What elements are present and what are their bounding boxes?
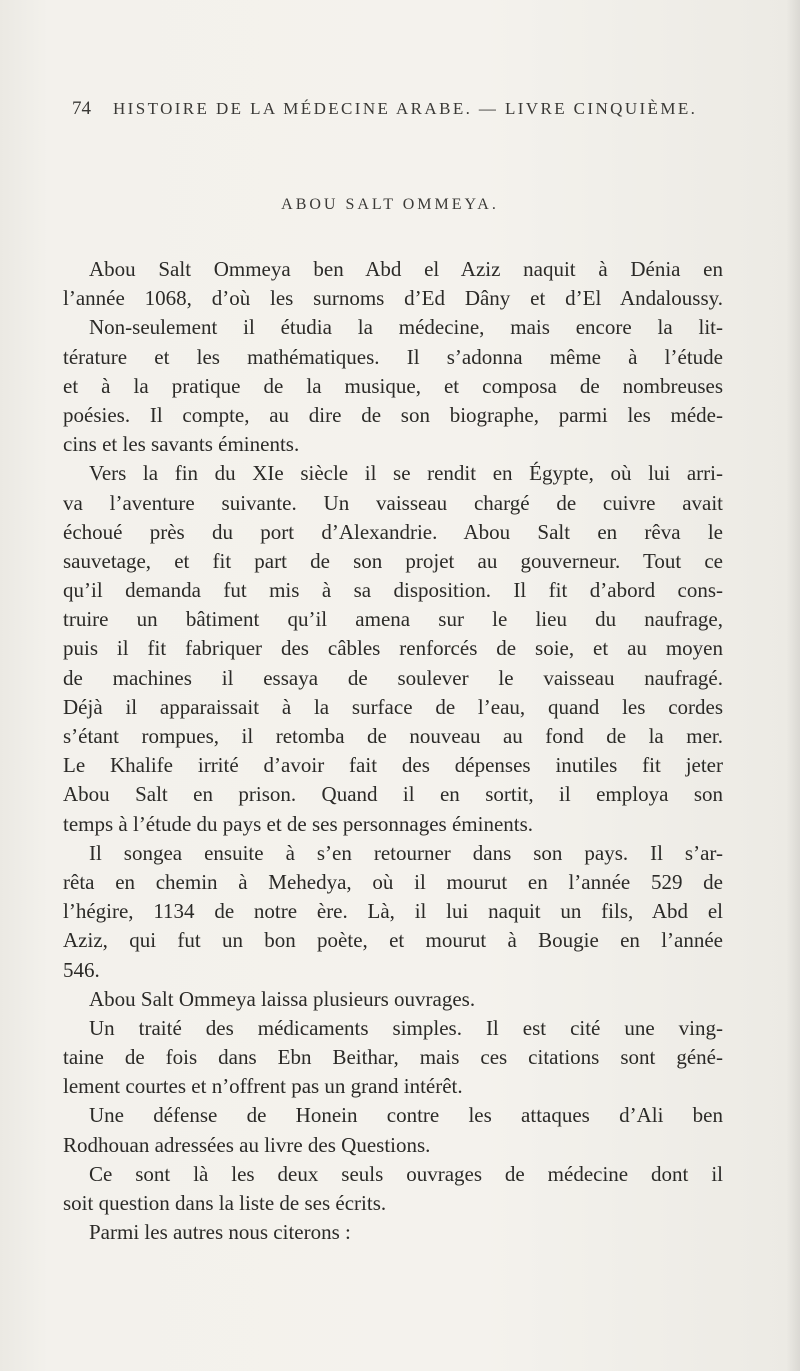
page-edge-shadow <box>786 0 800 1371</box>
text-line: Une défense de Honein contre les attaques d’Ali ben <box>89 1103 723 1128</box>
text-line: taine de fois dans Ebn Beithar, mais ces citations sont géné- <box>63 1045 723 1070</box>
body-text <box>63 255 723 1247</box>
text-line: poésies. Il compte, au dire de son biographe, parmi les méde- <box>63 402 723 427</box>
text-line: Vers la fin du XIe siècle il se rendit en Égypte, où lui arri- <box>89 461 723 486</box>
text-line: Un traité des médicaments simples. Il est cité une ving- <box>89 1015 723 1040</box>
page-number: 74 <box>72 98 91 119</box>
text-line: sauvetage, et fit part de son projet au gouverneur. Tout ce <box>63 548 723 573</box>
text-line: Abou Salt Ommeya ben Abd el Aziz naquit à Dénia en <box>89 257 723 281</box>
text-line: puis il fit fabriquer des câbles renforcés de soie, et au moyen <box>63 636 723 661</box>
text-line: l’hégire, 1134 de notre ère. Là, il lui naquit un fils, Abd el <box>63 899 723 924</box>
text-line: et à la pratique de la musique, et composa de nombreuses <box>63 373 723 398</box>
text-line: qu’il demanda fut mis à sa disposition. Il fit d’abord cons- <box>63 578 723 603</box>
text-line: soit question dans la liste de ses écrits. <box>63 1191 387 1215</box>
text-line: Ce sont là les deux seuls ouvrages de médecine dont il <box>89 1161 723 1186</box>
text-line: échoué près du port d’Alexandrie. Abou Salt en rêva le <box>63 519 723 544</box>
text-line: l’année 1068, d’où les surnoms d’Ed Dâny et d’El Andaloussy. <box>63 286 723 311</box>
text-line: de machines il essaya de soulever le vaisseau naufragé. <box>63 665 723 690</box>
section-title: ABOU SALT OMMEYA. <box>281 196 499 213</box>
text-line: lement courtes et n’offrent pas un grand intérêt. <box>63 1074 463 1099</box>
text-line: Abou Salt Ommeya laissa plusieurs ouvrages. <box>89 986 476 1011</box>
text-line: Non-seulement il étudia la médecine, mais encore la lit- <box>89 315 723 340</box>
text-line: temps à l’étude du pays et de ses personnages éminents. <box>63 811 534 836</box>
text-line: Rodhouan adressées au livre des Questions. <box>63 1132 431 1157</box>
text-line: Le Khalife irrité d’avoir fait des dépenses inutiles fit jeter <box>63 753 723 778</box>
text-line: Abou Salt en prison. Quand il en sortit, il employa son <box>63 782 723 807</box>
running-head <box>72 98 712 126</box>
text-line: Il songea ensuite à s’en retourner dans son pays. Il s’ar- <box>89 840 723 865</box>
text-line: cins et les savants éminents. <box>63 432 300 457</box>
text-line: Parmi les autres nous citerons : <box>89 1220 351 1245</box>
text-line: truire un bâtiment qu’il amena sur le lieu du naufrage, <box>63 607 723 632</box>
text-line: Déjà il apparaissait à la surface de l’eau, quand les cordes <box>63 694 723 719</box>
text-line: Aziz, qui fut un bon poète, et mourut à Bougie en l’année <box>63 928 723 953</box>
running-title: HISTOIRE DE LA MÉDECINE ARABE. — LIVRE CINQUIÈME. <box>113 99 698 118</box>
text-line: térature et les mathématiques. Il s’adonna même à l’étude <box>63 344 723 369</box>
text-line: 546. <box>63 957 100 982</box>
text-line: s’étant rompues, il retomba de nouveau au fond de la mer. <box>63 724 723 748</box>
text-line: rêta en chemin à Mehedya, où il mourut en l’année 529 de <box>63 869 723 894</box>
text-line: va l’aventure suivante. Un vaisseau chargé de cuivre avait <box>63 490 723 515</box>
